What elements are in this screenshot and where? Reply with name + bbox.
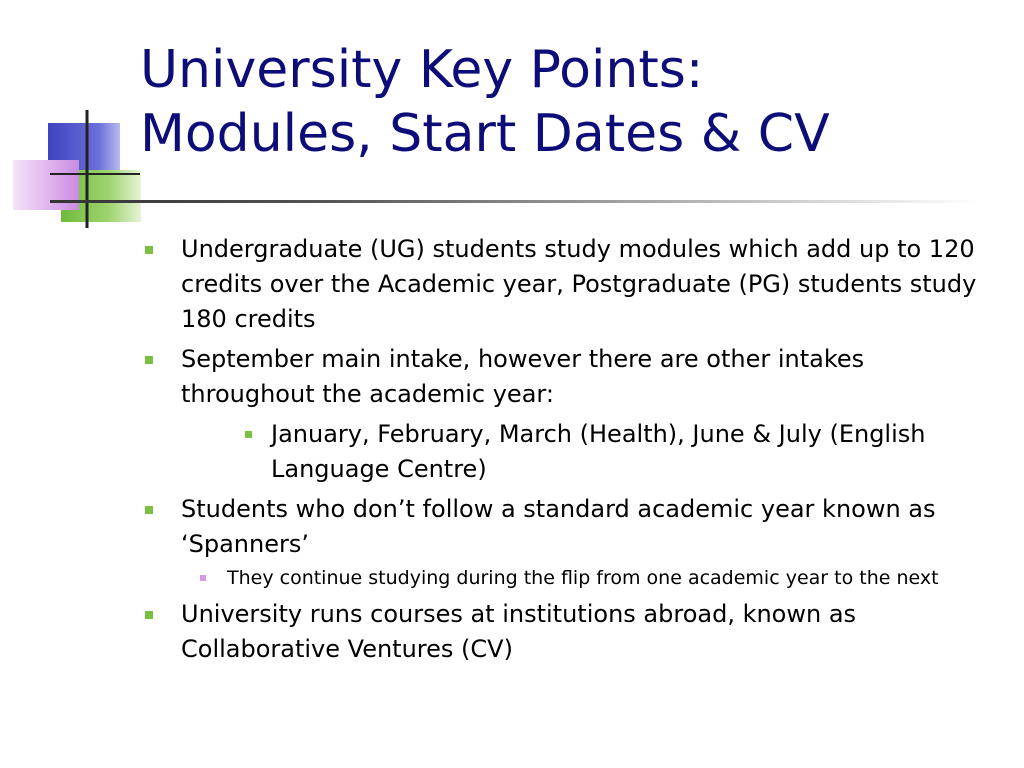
square-bullet-icon [145,246,153,254]
square-bullet-icon [145,611,153,619]
bullet-item [140,492,1000,562]
sub-bullet-item [176,565,1000,591]
square-bullet-icon [245,431,252,438]
slide-body [140,232,1000,672]
square-bullet-icon [145,356,153,364]
bullet-item [140,232,1000,337]
title-line-2: Modules, Start Dates & CV [140,104,830,164]
bullet-text: University runs courses at institutions abroad, known as Collaborative Ventures (CV) [181,600,857,663]
slide-title [140,38,1000,166]
bullet-text: Students who don’t follow a standard academic year known as ‘Spanners’ [181,495,936,558]
square-bullet-icon [200,575,206,581]
bullet-text: They continue studying during the flip from one academic year to the next [227,567,939,589]
sub-bullet-item [230,417,1000,487]
bullet-text: January, February, March (Health), June & July (English Language Centre) [271,420,926,483]
bullet-text: September main intake, however there are other intakes throughout the academic year: [181,345,865,408]
square-bullet-icon [145,506,153,514]
bullet-item [140,597,1000,667]
bullet-text: Undergraduate (UG) students study modules which add up to 120 credits over the Academic year, Postgraduate (PG) students study 180 credits [181,235,977,333]
title-line-1: University Key Points: [140,40,704,100]
bullet-item [140,342,1000,412]
title-divider [50,200,980,203]
